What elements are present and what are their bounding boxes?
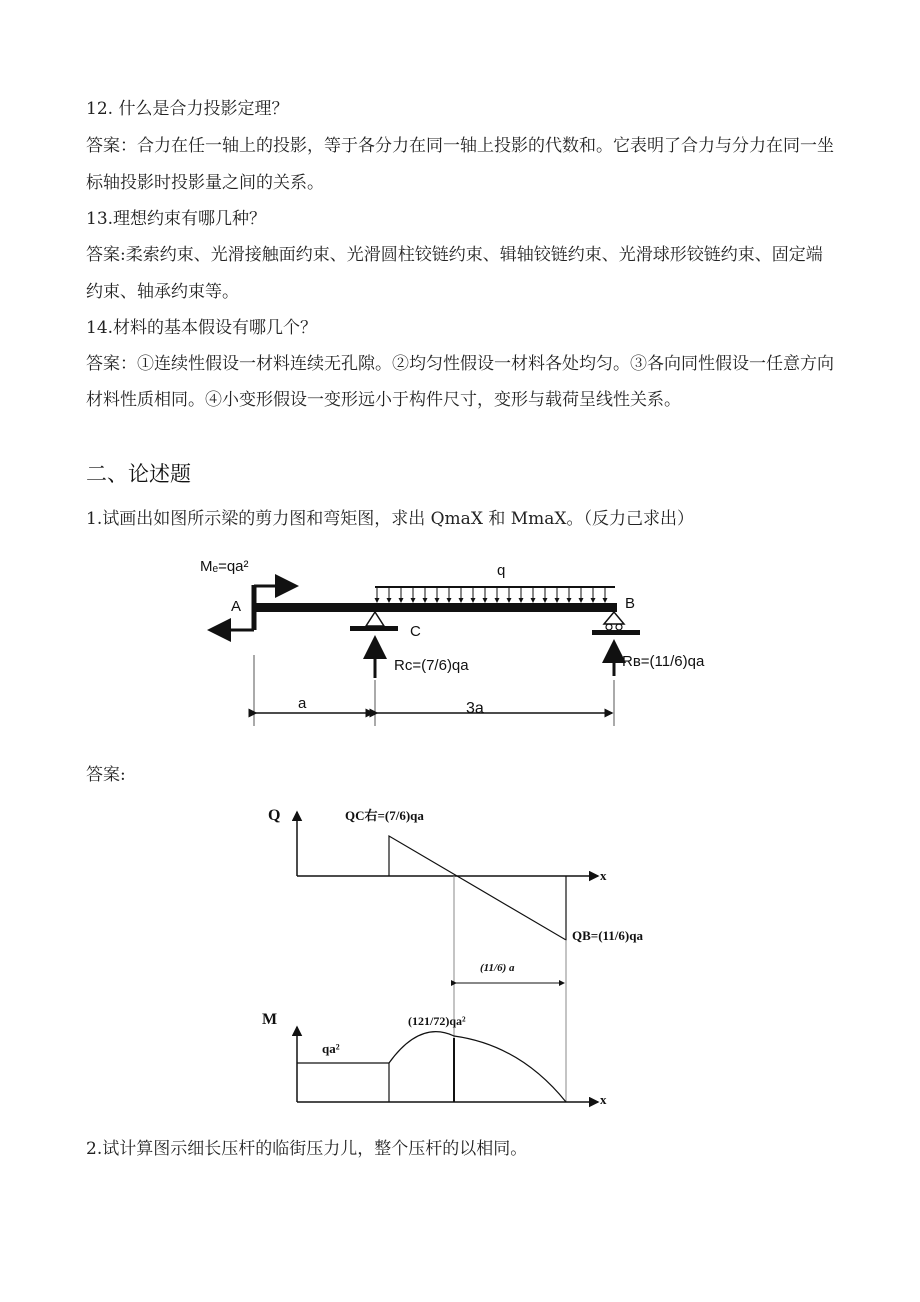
problem-1-text: 1.试画出如图所示梁的剪力图和弯矩图，求出 QmaX 和 MmaX。（反力己求出） bbox=[86, 509, 694, 529]
qc-label: QC右=(7/6)qa bbox=[345, 808, 424, 823]
reaction-b-label: Rʙ=(11/6)qa bbox=[622, 653, 705, 670]
section-heading: 二、论述题 bbox=[86, 462, 191, 486]
question-12: 12. 什么是合力投影定理？ bbox=[86, 99, 289, 119]
support-b bbox=[604, 612, 624, 624]
load-arrow-head bbox=[471, 598, 476, 603]
load-arrow-head bbox=[567, 598, 572, 603]
load-label: q bbox=[497, 562, 506, 579]
mmax-label: (121/72)qa² bbox=[408, 1014, 466, 1028]
moment-label: Mₑ=qa² bbox=[200, 558, 249, 575]
reaction-c-label: Rc=(7/6)qa bbox=[394, 657, 469, 674]
load-arrow-head bbox=[447, 598, 452, 603]
shear-line bbox=[389, 836, 566, 940]
load-arrow-head bbox=[543, 598, 548, 603]
load-arrow-head bbox=[507, 598, 512, 603]
answer-label: 答案: bbox=[86, 765, 126, 785]
m-const-label: qa² bbox=[322, 1041, 340, 1056]
q-axis-label: Q bbox=[268, 807, 281, 824]
beam bbox=[252, 603, 617, 612]
load-arrows bbox=[375, 588, 608, 603]
load-arrow-head bbox=[579, 598, 584, 603]
load-arrow-head bbox=[435, 598, 440, 603]
answer-12-line-2: 标轴投影时投影量之间的关系。 bbox=[86, 173, 324, 193]
load-arrow-head bbox=[519, 598, 524, 603]
point-a-label: A bbox=[231, 598, 242, 615]
point-b-label: B bbox=[625, 595, 636, 612]
support-b-ground bbox=[592, 630, 640, 635]
beam-figure bbox=[180, 548, 740, 733]
answer-14-line-2: 材料性质相同。④小变形假设一变形远小于构件尺寸，变形与载荷呈线性关系。 bbox=[86, 390, 681, 410]
support-c bbox=[366, 612, 384, 626]
load-arrow-head bbox=[603, 598, 608, 603]
answer-12-line-1: 答案：合力在任一轴上的投影，等于各分力在同一轴上投影的代数和。它表明了合力与分力在同一坐 bbox=[86, 136, 834, 156]
question-13: 13.理想约束有哪几种？ bbox=[86, 209, 267, 229]
load-arrow-head bbox=[555, 598, 560, 603]
problem-2-text: 2.试计算图示细长压杆的临街压力儿，整个压杆的以相同。 bbox=[86, 1139, 528, 1159]
load-arrow-head bbox=[495, 598, 500, 603]
load-arrow-head bbox=[387, 598, 392, 603]
shear-moment-diagrams bbox=[255, 795, 675, 1115]
q-x-label: x bbox=[600, 868, 607, 883]
qb-label: QB=(11/6)qa bbox=[572, 928, 643, 943]
load-arrow-head bbox=[459, 598, 464, 603]
point-c-label: C bbox=[410, 623, 421, 640]
load-arrow-head bbox=[399, 598, 404, 603]
load-arrow-head bbox=[375, 598, 380, 603]
load-arrow-head bbox=[591, 598, 596, 603]
m-axis-label: M bbox=[262, 1011, 278, 1028]
moment-curve bbox=[389, 1032, 566, 1102]
dim-3a-label: 3a bbox=[466, 700, 484, 717]
support-c-ground bbox=[350, 626, 398, 631]
dim-a-label: a bbox=[298, 695, 307, 712]
load-arrow-head bbox=[483, 598, 488, 603]
m-x-label: x bbox=[600, 1092, 607, 1107]
question-14: 14.材料的基本假设有哪几个？ bbox=[86, 318, 318, 338]
moment-constant-segment bbox=[297, 1063, 389, 1102]
load-arrow-head bbox=[423, 598, 428, 603]
answer-13-line-1: 答案:柔索约束、光滑接触面约束、光滑圆柱铰链约束、辑轴铰链约束、光滑球形铰链约束、固定端 bbox=[86, 245, 823, 265]
answer-13-line-2: 约束、轴承约束等。 bbox=[86, 282, 239, 302]
support-b-roller-2 bbox=[616, 624, 622, 630]
load-arrow-head bbox=[411, 598, 416, 603]
answer-14-line-1: 答案：①连续性假设一材料连续无孔隙。②均匀性假设一材料各处均匀。③各向同性假设一任意方向 bbox=[86, 354, 834, 374]
span-label: (11/6) a bbox=[480, 962, 515, 974]
load-arrow-head bbox=[531, 598, 536, 603]
support-b-roller-1 bbox=[606, 624, 612, 630]
